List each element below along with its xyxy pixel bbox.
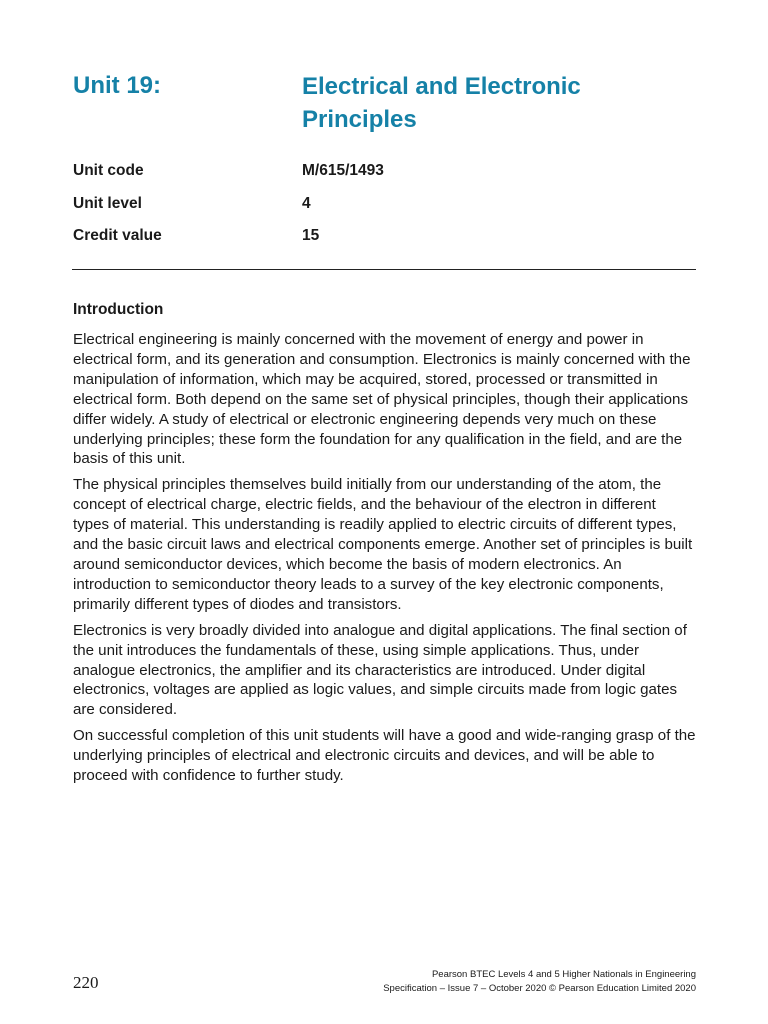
meta-label: Unit code [73, 162, 144, 179]
page-number: 220 [73, 973, 99, 992]
footer-line-1: Pearson BTEC Levels 4 and 5 Higher Nationals in Engineering [431, 969, 696, 980]
introduction-paragraph-4: On successful completion of this unit students will have a good and wide-ranging grasp of the underlying principles of electrical and electronic circuits and devices, and will be able to proceed with confidence to further study. [73, 727, 696, 785]
footer-line-2: Specification – Issue 7 – October 2020 © Pearson Education Limited 2020 [383, 982, 696, 994]
introduction-heading: Introduction [73, 301, 164, 318]
unit-number: Unit 19: [73, 72, 162, 99]
meta-label: Credit value [73, 227, 162, 244]
introduction-paragraph-1: Electrical engineering is mainly concerned with the movement of energy and power in electrical form, and its generation and consumption. Electronics is mainly concerned with the manipulation of information, which may be acquired, stored, processed or transmitted in electrical form. Both depend on the same set of physical principles, though their applications differ widely. A study of electrical or electronic engineering depends very much on these underlying principles; these form the foundation for any qualification in the field, and are the basis of this unit. [73, 331, 691, 468]
introduction-paragraph-3: Electronics is very broadly divided into analogue and digital applications. The final section of the unit introduces the fundamentals of these, using simple applications. Thus, under analogue electronics, the amplifier and its characteristics are introduced. Under digital electronics, voltages are applied as logic values, and simple circuits made from logic gates are considered. [73, 621, 687, 719]
meta-row-unit-level [73, 193, 696, 226]
meta-value: 15 [302, 227, 320, 244]
unit-name: Electrical and Electronic Principles [302, 73, 581, 133]
meta-label: Unit level [73, 194, 142, 212]
meta-row-credit-value [73, 225, 696, 258]
page-footer [383, 968, 696, 995]
meta-value: 4 [302, 194, 311, 212]
section-divider [72, 269, 696, 270]
meta-value: M/615/1493 [302, 162, 384, 179]
introduction-paragraph-2: The physical principles themselves build initially from our understanding of the atom, the concept of electrical charge, electric fields, and the behaviour of the electron in different types of material. This understanding is readily applied to electric circuits of different types, and the basic circuit laws and electrical components emerge. Another set of principles is built around semiconductor devices, which become the basis of modern electronics. An introduction to semiconductor theory leads to a survey of the key electronic components, primarily different types of diodes and transistors. [73, 476, 693, 613]
meta-row-unit-code [73, 160, 696, 193]
unit-meta-table [73, 160, 696, 258]
introduction-section [73, 298, 696, 792]
